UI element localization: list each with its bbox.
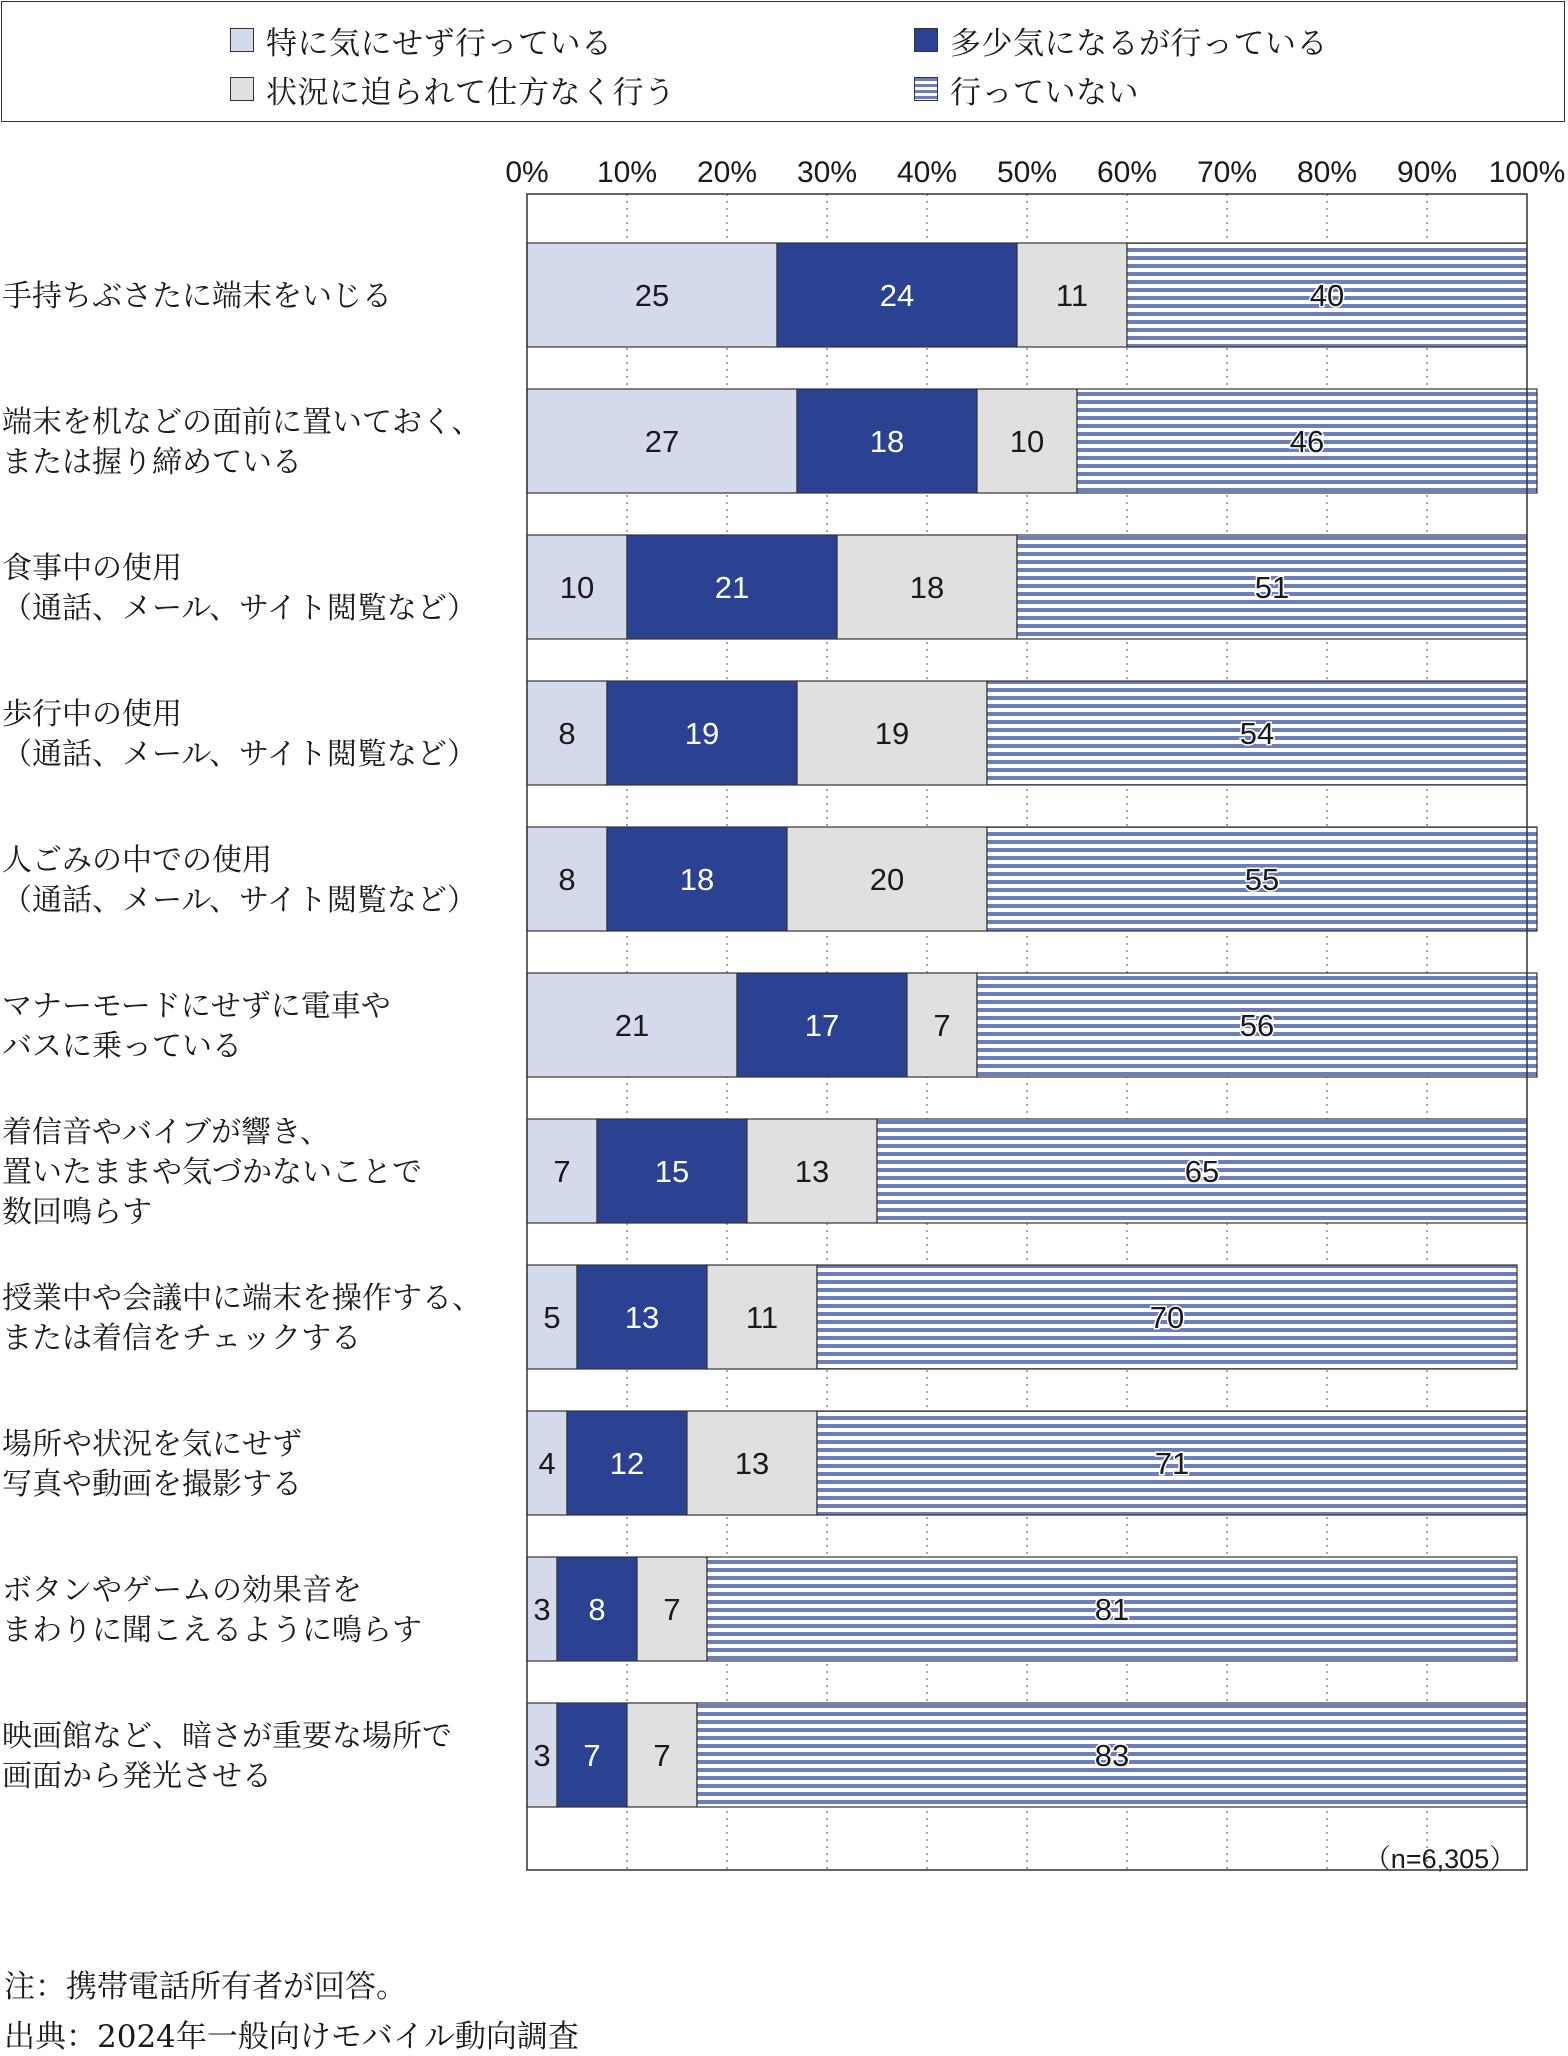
category-label-line: 人ごみの中での使用: [2, 843, 272, 878]
category-label-line: 端末を机などの面前に置いておく、: [2, 405, 482, 440]
x-tick-label: 50%: [996, 156, 1058, 189]
category-label: [2, 697, 477, 772]
category-label-line: 数回鳴らす: [2, 1195, 152, 1230]
category-label: [2, 279, 392, 314]
data-label: 5: [543, 1300, 561, 1335]
data-label: 21: [614, 1008, 650, 1043]
category-label-line: または着信をチェックする: [2, 1321, 362, 1356]
x-tick-label: 90%: [1396, 156, 1458, 189]
data-label: 3: [533, 1592, 551, 1627]
category-label-line: 授業中や会議中に端末を操作する、: [2, 1281, 482, 1316]
data-label: 3: [533, 1738, 551, 1773]
x-tick-label: 10%: [596, 156, 658, 189]
data-label: 4: [538, 1446, 556, 1481]
data-label: 13: [734, 1446, 770, 1481]
category-label-line: 場所や状況を気にせず: [2, 1427, 302, 1462]
data-label: 51: [1254, 570, 1290, 605]
data-label: 65: [1184, 1154, 1220, 1189]
legend-label: 多少気になるが行っている: [950, 25, 1328, 62]
legend-label: 状況に迫られて仕方なく行う: [266, 74, 676, 111]
data-label: 11: [745, 1300, 779, 1335]
category-label: [2, 843, 477, 918]
data-label: 24: [879, 278, 915, 313]
category-label-line: 歩行中の使用: [2, 697, 182, 732]
data-label: 71: [1154, 1446, 1190, 1481]
category-label: [2, 989, 391, 1064]
category-label: [2, 1115, 422, 1230]
data-label: 18: [869, 424, 905, 459]
category-label: [2, 1281, 482, 1356]
x-tick-label: 60%: [1096, 156, 1158, 189]
category-label-line: ボタンやゲームの効果音を: [2, 1573, 362, 1608]
data-label: 13: [794, 1154, 830, 1189]
category-label-line: マナーモードにせずに電車や: [2, 989, 391, 1024]
x-tick-label: 70%: [1196, 156, 1258, 189]
data-label: 7: [663, 1592, 681, 1627]
data-label: 7: [553, 1154, 571, 1189]
category-label: [2, 1427, 302, 1502]
data-label: 70: [1149, 1300, 1185, 1335]
data-label: 20: [869, 862, 905, 897]
category-label-line: （通話、メール、サイト閲覧など）: [2, 737, 477, 772]
x-tick-label: 80%: [1296, 156, 1358, 189]
data-label: 13: [624, 1300, 660, 1335]
category-label-line: 手持ちぶさたに端末をいじる: [2, 279, 392, 314]
data-label: 19: [684, 716, 720, 751]
data-label: 10: [1009, 424, 1045, 459]
data-label: 8: [558, 716, 576, 751]
x-tick-label: 100%: [1488, 156, 1566, 189]
sample-size-note: （n=6,305）: [1363, 1844, 1517, 1874]
footnote: 注：携帯電話所有者が回答。: [4, 1969, 407, 2005]
data-label: 81: [1094, 1592, 1130, 1627]
category-label-line: 食事中の使用: [2, 551, 182, 586]
category-label-line: または握り締めている: [2, 445, 302, 480]
data-label: 15: [654, 1154, 690, 1189]
legend-label: 行っていない: [950, 74, 1139, 111]
category-label: [2, 405, 481, 480]
category-label-line: 置いたままや気づかないことで: [2, 1155, 422, 1190]
data-label: 54: [1239, 716, 1275, 751]
data-label: 40: [1309, 278, 1345, 313]
x-tick-label: 20%: [696, 156, 758, 189]
category-label-line: 着信音やバイブが響き、: [2, 1115, 330, 1150]
category-label-line: まわりに聞こえるように鳴らす: [2, 1613, 422, 1648]
data-label: 83: [1094, 1738, 1130, 1773]
data-label: 10: [559, 570, 595, 605]
data-label: 12: [609, 1446, 645, 1481]
source-note: 出典：2024年一般向けモバイル動向調査: [4, 2019, 579, 2055]
data-label: 7: [933, 1008, 951, 1043]
x-tick-label: 0%: [505, 156, 549, 189]
data-label: 55: [1244, 862, 1280, 897]
data-label: 25: [634, 278, 670, 313]
x-tick-label: 40%: [896, 156, 958, 189]
data-label: 11: [1055, 278, 1089, 313]
data-label: 21: [714, 570, 750, 605]
data-label: 7: [653, 1738, 671, 1773]
data-label: 17: [804, 1008, 840, 1043]
category-label-line: 映画館など、暗さが重要な場所で: [2, 1719, 452, 1754]
category-label-line: 画面から発光させる: [2, 1759, 272, 1794]
category-label: [2, 551, 477, 626]
legend-label: 特に気にせず行っている: [266, 25, 613, 62]
category-label: [2, 1573, 422, 1648]
x-tick-label: 30%: [796, 156, 858, 189]
category-label-line: 写真や動画を撮影する: [2, 1467, 302, 1502]
data-label: 8: [588, 1592, 606, 1627]
data-label: 18: [679, 862, 715, 897]
data-label: 56: [1239, 1008, 1275, 1043]
category-label: [2, 1719, 452, 1794]
data-label: 46: [1289, 424, 1325, 459]
data-label: 18: [909, 570, 945, 605]
category-label-line: （通話、メール、サイト閲覧など）: [2, 883, 477, 918]
data-label: 19: [874, 716, 910, 751]
data-label: 27: [644, 424, 680, 459]
data-label: 7: [583, 1738, 601, 1773]
data-label: 8: [558, 862, 576, 897]
category-label-line: バスに乗っている: [2, 1029, 242, 1064]
category-label-line: （通話、メール、サイト閲覧など）: [2, 591, 477, 626]
